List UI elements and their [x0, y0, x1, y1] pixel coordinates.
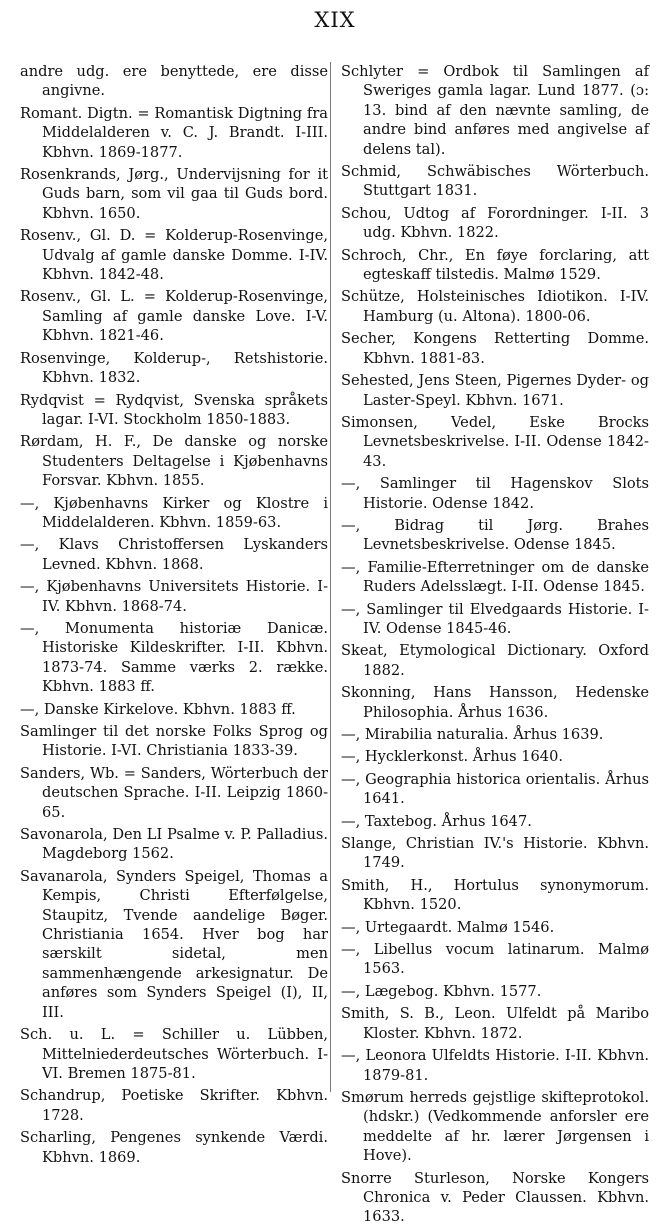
bibliography-entry: Sanders, Wb. = Sanders, Wörterbuch der deutschen Sprache. I-II. Leipzig 1860-65. [20, 764, 328, 821]
page-number: XIX [314, 8, 356, 32]
bibliography-entry: —, Familie-Efterretninger om de danske Ruders Adelsslægt. I-II. Odense 1845. [341, 558, 649, 596]
bibliography-entry: Savonarola, Den LI Psalme v. P. Palladius. Magdeborg 1562. [20, 826, 328, 863]
bibliography-entry: Snorre Sturleson, Norske Kongers Chronica v. Peder Claussen. Kbhvn. 1633. [341, 1169, 649, 1226]
column-divider [330, 62, 331, 1092]
bibliography-entry: Rosenv., Gl. D. = Kolderup-Rosenvinge, Udvalg af gamle danske Domme. I-IV. Kbhvn. 1842-48. [20, 227, 328, 284]
bibliography-entry: —, Samlinger til Hagenskov Slots Historie. Odense 1842. [341, 475, 649, 512]
bibliography-entry: —, Geographia historica orientalis. Århus 1641. [341, 770, 649, 808]
bibliography-entry: Rosenvinge, Kolderup-, Retshistorie. Kbhvn. 1832. [20, 349, 328, 387]
bibliography-entry: Rørdam, H. F., De danske og norske Studenters Deltagelse i Kjøbenhavns Forsvar. Kbhvn. 1855. [20, 433, 328, 490]
bibliography-entry: Smith, H., Hortulus synonymorum. Kbhvn. 1520. [341, 876, 649, 914]
bibliography-entry: Skeat, Etymological Dictionary. Oxford 1882. [341, 642, 649, 679]
bibliography-entry: Schou, Udtog af Forordninger. I-II. 3 udg. Kbhvn. 1822. [341, 204, 649, 242]
bibliography-entry: —, Lægebog. Kbhvn. 1577. [341, 982, 542, 1000]
bibliography-entry: Rydqvist = Rydqvist, Svenska språkets lagar. I-VI. Stockholm 1850-1883. [20, 391, 328, 428]
bibliography-entry: Schütze, Holsteinisches Idiotikon. I-IV. Hamburg (u. Altona). 1800-06. [341, 288, 649, 325]
bibliography-entry: —, Mirabilia naturalia. Århus 1639. [341, 726, 604, 743]
bibliography-entry: Schroch, Chr., En føye forclaring, att egteskaff tilstedis. Malmø 1529. [341, 246, 649, 284]
bibliography-entry: Simonsen, Vedel, Eske Brocks Levnetsbeskrivelse. I-II. Odense 1842-43. [341, 413, 649, 470]
bibliography-entry: —, Hycklerkonst. Århus 1640. [341, 748, 564, 766]
bibliography-entry: Schlyter = Ordbok til Samlingen af Sweriges gamla lagar. Lund 1877. (ɔ: 13. bind af den nævnte samling, de andre bind anføres med angivelse af delens tal). [341, 63, 649, 158]
bibliography-entry: —, Samlinger til Elvedgaards Historie. I-IV. Odense 1845-46. [341, 600, 649, 637]
bibliography-entry: —, Kjøbenhavns Kirker og Klostre i Middelalderen. Kbhvn. 1859-63. [20, 494, 328, 531]
bibliography-entry: —, Klavs Christoffersen Lyskanders Levned. Kbhvn. 1868. [20, 536, 328, 573]
bibliography-entry: —, Monumenta historiæ Danicæ. Historiske Kildeskrifter. I-II. Kbhvn. 1873-74. Samme værks 2. række. Kbhvn. 1883 ff. [20, 619, 328, 696]
bibliography-entry: —, Urtegaardt. Malmø 1546. [341, 918, 555, 936]
bibliography-entry: Schandrup, Poetiske Skrifter. Kbhvn. 1728. [20, 1087, 328, 1124]
bibliography-entry: —, Bidrag til Jørg. Brahes Levnetsbeskrivelse. Odense 1845. [341, 516, 649, 554]
bibliography-entry: Romant. Digtn. = Romantisk Digtning fra Middelalderen v. C. J. Brandt. I-III. Kbhvn. 1869-1877. [20, 104, 328, 161]
bibliography-entry: Skonning, Hans Hansson, Hedenske Philosophia. Århus 1636. [341, 684, 649, 721]
bibliography-entry: Scharling, Pengenes synkende Værdi. Kbhvn. 1869. [20, 1129, 328, 1166]
left-column [20, 62, 328, 1170]
bibliography-entry: Secher, Kongens Retterting Domme. Kbhvn. 1881-83. [341, 330, 649, 367]
bibliography-entry: Smith, S. B., Leon. Ulfeldt på Maribo Kloster. Kbhvn. 1872. [341, 1005, 649, 1042]
bibliography-entry: —, Libellus vocum latinarum. Malmø 1563. [341, 941, 649, 978]
bibliography-entry: Savanarola, Synders Speigel, Thomas a Kempis, Christi Efterfølgelse, Staupitz, Tvende aandelige Bøger. Christiania 1654. Hver bog har særskilt sidetal, men sammenhængende arkesignatur. De anføres som Synders Speigel (I), II, III. [20, 867, 328, 1021]
bibliography-entry: andre udg. ere benyttede, ere disse angivne. [20, 63, 328, 100]
bibliography-entry: Slange, Christian IV.'s Historie. Kbhvn. 1749. [341, 835, 649, 872]
bibliography-entry: Schmid, Schwäbisches Wörterbuch. Stuttgart 1831. [341, 163, 649, 200]
bibliography-entry: —, Danske Kirkelove. Kbhvn. 1883 ff. [20, 700, 296, 718]
bibliography-entry: —, Kjøbenhavns Universitets Historie. I-IV. Kbhvn. 1868-74. [20, 578, 328, 615]
bibliography-entry: Sch. u. L. = Schiller u. Lübben, Mittelniederdeutsches Wörterbuch. I-VI. Bremen 1875-81. [20, 1026, 328, 1082]
bibliography-entry: —, Leonora Ulfeldts Historie. I-II. Kbhvn. 1879-81. [341, 1047, 649, 1084]
bibliography-entry: Smørum herreds gejstlige skifteprotokol. (hdskr.) (Vedkommende anforsler ere meddelte af hr. lærer Jørgensen i Hove). [341, 1088, 649, 1165]
bibliography-entry: Rosenv., Gl. L. = Kolderup-Rosenvinge, Samling af gamle danske Love. I-V. Kbhvn. 1821-46. [20, 288, 328, 345]
bibliography-entry: Sehested, Jens Steen, Pigernes Dyder- og Laster-Speyl. Kbhvn. 1671. [341, 372, 649, 409]
bibliography-entry: Rosenkrands, Jørg., Undervijsning for it Guds barn, som vil gaa til Guds bord. Kbhvn. 1650. [20, 166, 328, 222]
bibliography-entry: Samlinger til det norske Folks Sprog og Historie. I-VI. Christiania 1833-39. [20, 723, 328, 760]
bibliography-entry: —, Taxtebog. Århus 1647. [341, 812, 532, 830]
right-column [341, 62, 649, 1230]
